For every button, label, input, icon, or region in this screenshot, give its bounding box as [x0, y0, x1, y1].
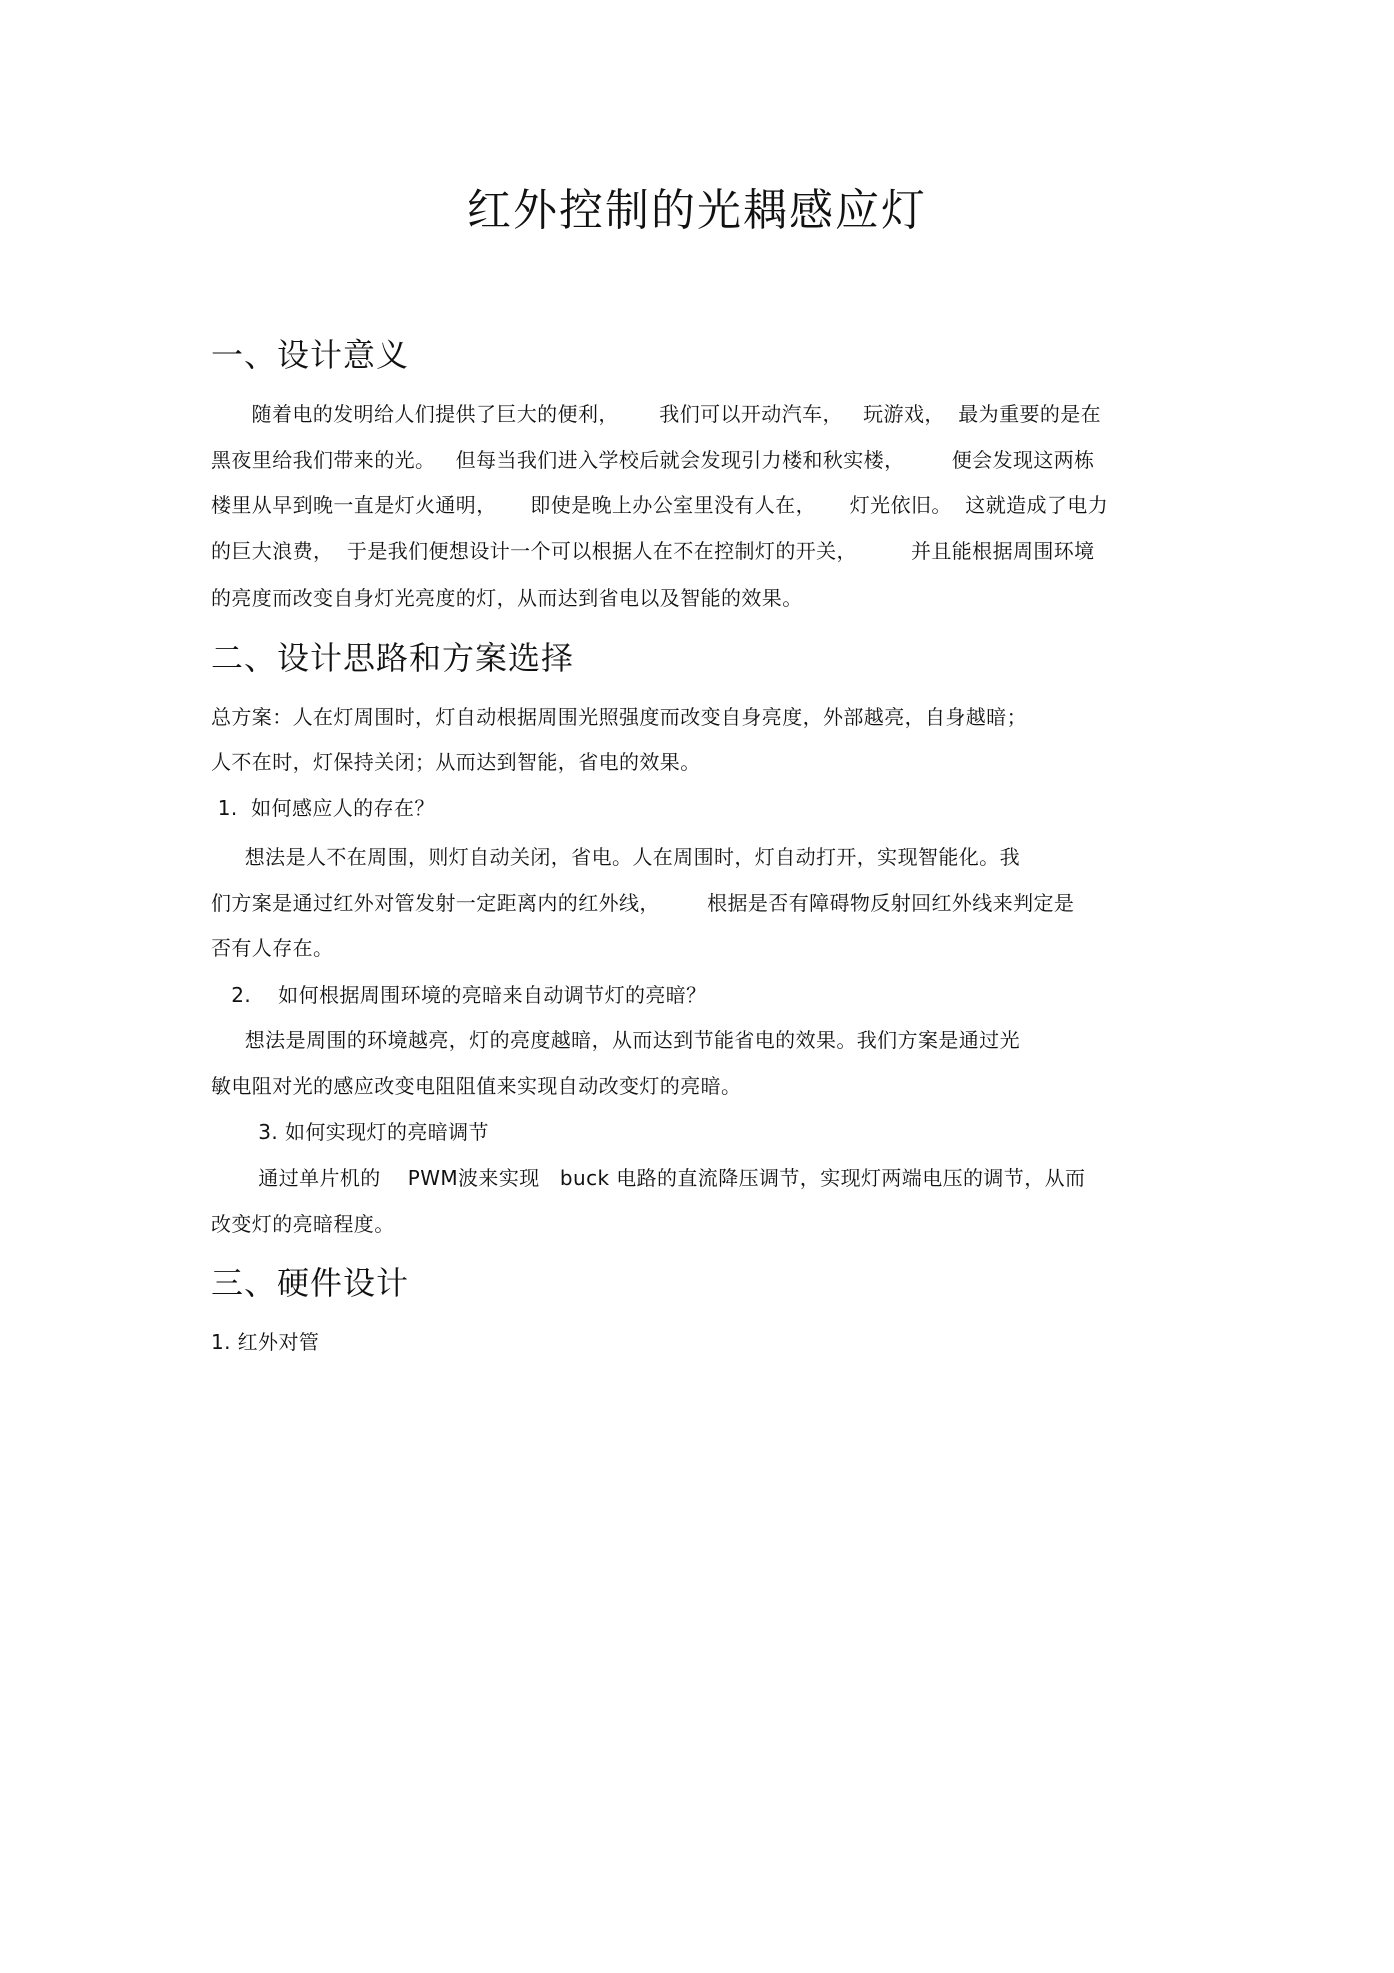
- section-heading-hardware-design: 三、硬件设计: [211, 1264, 410, 1302]
- paragraph-line: 改变灯的亮暗程度。: [211, 1212, 395, 1236]
- list-item-heading: 3. 如何实现灯的亮暗调节: [211, 1120, 489, 1144]
- paragraph-line: 想法是周围的环境越亮，灯的亮度越暗，从而达到节能省电的效果。我们方案是通过光: [211, 1028, 1020, 1052]
- paragraph-line: 的亮度而改变自身灯光亮度的灯，从而达到省电以及智能的效果。: [211, 586, 803, 610]
- paragraph-line: 们方案是通过红外对管发射一定距离内的红外线， 根据是否有障碍物反射回红外线来判定是: [211, 891, 1075, 915]
- paragraph-line: 总方案：人在灯周围时，灯自动根据周围光照强度而改变自身亮度，外部越亮，自身越暗；: [211, 705, 1027, 729]
- section-heading-design-significance: 一、设计意义: [211, 336, 410, 374]
- list-item-heading: 1. 如何感应人的存在？: [211, 796, 435, 820]
- paragraph-line: 人不在时，灯保持关闭；从而达到智能，省电的效果。: [211, 750, 701, 774]
- paragraph-line: 敏电阻对光的感应改变电阻阻值来实现自动改变灯的亮暗。: [211, 1074, 742, 1098]
- paragraph-line: 黑夜里给我们带来的光。 但每当我们进入学校后就会发现引力楼和秋实楼， 便会发现这两栋: [211, 448, 1095, 472]
- paragraph-line: 想法是人不在周围，则灯自动关闭，省电。人在周围时，灯自动打开，实现智能化。我: [211, 845, 1020, 869]
- paragraph-line: 否有人存在。: [211, 936, 334, 960]
- list-item-heading: 1. 红外对管: [211, 1330, 320, 1354]
- document-title: 红外控制的光耦感应灯: [467, 185, 927, 236]
- paragraph-line: 通过单片机的 PWM波来实现 buck 电路的直流降压调节，实现灯两端电压的调节，从而: [211, 1166, 1086, 1190]
- paragraph-line: 楼里从早到晚一直是灯火通明， 即使是晚上办公室里没有人在， 灯光依旧。 这就造成了电力: [211, 493, 1109, 517]
- list-item-heading: 2. 如何根据周围环境的亮暗来自动调节灯的亮暗？: [211, 983, 707, 1007]
- paragraph-line: 的巨大浪费， 于是我们便想设计一个可以根据人在不在控制灯的开关， 并且能根据周围环境: [211, 539, 1095, 563]
- paragraph-line: 随着电的发明给人们提供了巨大的便利， 我们可以开动汽车， 玩游戏， 最为重要的是在: [211, 402, 1102, 426]
- section-heading-design-approach: 二、设计思路和方案选择: [211, 639, 575, 677]
